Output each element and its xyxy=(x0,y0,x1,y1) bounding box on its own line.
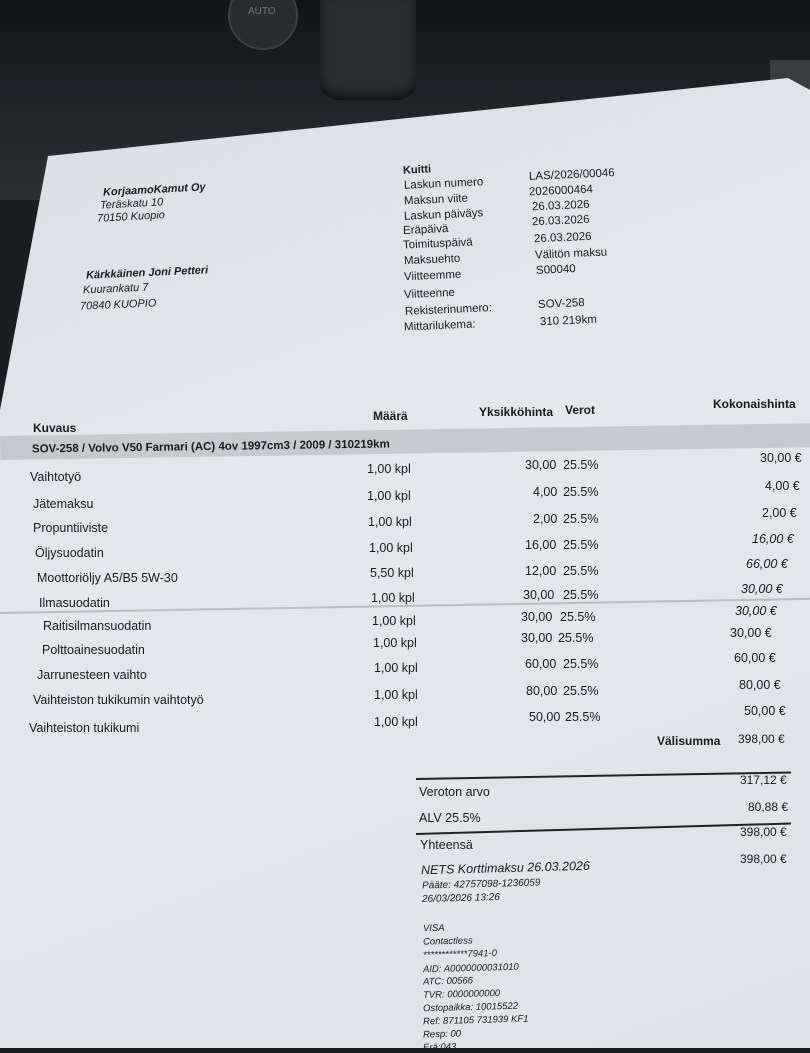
item-unit-price: 50,00 xyxy=(529,710,561,724)
payment-datetime: 26/03/2026 13:26 xyxy=(421,891,500,906)
meta-value: 26.03.2026 xyxy=(531,213,590,229)
item-total: 66,00 € xyxy=(746,557,788,571)
header-total: Kokonaishinta xyxy=(713,397,796,411)
item-quantity: 1,00 kpl xyxy=(373,636,417,650)
item-tax: 25.5% xyxy=(560,610,596,624)
meta-value: 310 219km xyxy=(539,313,598,329)
meta-value: S00040 xyxy=(535,263,576,277)
item-quantity: 5,50 kpl xyxy=(370,566,414,580)
item-description: Jarrunesteen vaihto xyxy=(37,668,147,682)
item-unit-price: 30,00 xyxy=(525,458,557,472)
payment-detail-line: VISA xyxy=(422,922,445,935)
receipt-title: Kuitti xyxy=(402,163,432,177)
header-description: Kuvaus xyxy=(33,421,77,435)
item-description: Vaihtotyö xyxy=(30,470,82,484)
company-street: Teräskatu 10 xyxy=(99,196,164,212)
payment-detail-line: AID: A0000000031010 xyxy=(422,961,519,975)
meta-label: Maksun viite xyxy=(403,192,469,208)
item-description: Jätemaksu xyxy=(33,497,94,511)
item-tax: 25.5% xyxy=(563,485,599,499)
center-console xyxy=(320,0,416,100)
item-description: Öljysuodatin xyxy=(35,546,104,560)
vat-value: 80,88 € xyxy=(748,800,789,814)
item-tax: 25.5% xyxy=(563,588,599,602)
item-total: 30,00 € xyxy=(760,451,802,465)
meta-value: 2026000464 xyxy=(528,183,594,199)
item-total: 30,00 € xyxy=(741,582,783,596)
header-tax: Verot xyxy=(565,403,596,417)
item-description: Polttoainesuodatin xyxy=(42,643,145,657)
meta-value: LAS/2026/00046 xyxy=(528,167,615,183)
item-description: Vaihteiston tukikumin vaihtotyö xyxy=(33,693,204,707)
item-unit-price: 80,00 xyxy=(526,684,558,698)
meta-value: Välitön maksu xyxy=(534,246,608,262)
net-label: Veroton arvo xyxy=(419,785,490,799)
payment-terminal: Pääte: 42757098-1236059 xyxy=(421,877,541,892)
subtotal-label: Välisumma xyxy=(657,734,721,748)
dashboard-knob xyxy=(228,0,298,50)
vehicle-row: SOV-258 / Volvo V50 Farmari (AC) 4ov 1997cm3 / 2009 / 310219km xyxy=(31,438,390,456)
item-unit-price: 2,00 xyxy=(533,512,558,526)
meta-value: 26.03.2026 xyxy=(531,198,590,214)
payment-detail-line: Contactless xyxy=(422,935,473,948)
item-total: 4,00 € xyxy=(765,479,800,493)
payment-detail-line: Ostopaikka: 10015522 xyxy=(422,1000,519,1015)
item-description: Propuntiiviste xyxy=(33,521,109,535)
item-quantity: 1,00 kpl xyxy=(369,541,413,555)
item-quantity: 1,00 kpl xyxy=(371,591,415,605)
meta-label: Toimituspäivä xyxy=(402,236,473,252)
subtotal-value: 398,00 € xyxy=(738,732,785,746)
customer-street: Kuurankatu 7 xyxy=(82,281,149,297)
knob-label: AUTO xyxy=(248,6,276,17)
vat-label: ALV 25.5% xyxy=(419,811,481,825)
item-description: Raitisilmansuodatin xyxy=(43,619,152,633)
total-label: Yhteensä xyxy=(420,838,473,852)
payment-detail-line: ATC: 00566 xyxy=(422,975,474,988)
item-tax: 25.5% xyxy=(563,657,599,671)
item-total: 60,00 € xyxy=(734,651,776,665)
payment-title: NETS Korttimaksu 26.03.2026 xyxy=(420,858,590,878)
item-tax: 25.5% xyxy=(563,512,599,526)
item-unit-price: 16,00 xyxy=(525,538,557,552)
meta-label: Eräpäivä xyxy=(402,223,449,237)
item-tax: 25.5% xyxy=(563,684,599,698)
item-quantity: 1,00 kpl xyxy=(374,661,418,675)
item-tax: 25.5% xyxy=(563,564,599,578)
item-unit-price: 4,00 xyxy=(533,485,558,499)
header-unit-price: Yksikköhinta xyxy=(479,405,554,419)
meta-label: Rekisterinumero: xyxy=(404,302,493,318)
item-unit-price: 12,00 xyxy=(525,564,557,578)
item-tax: 25.5% xyxy=(565,710,601,724)
item-description: Moottoriöljy A5/B5 5W-30 xyxy=(37,571,178,585)
item-total: 2,00 € xyxy=(762,506,797,520)
payment-detail-line: Ref: 871105 731939 KF1 xyxy=(422,1014,529,1028)
meta-label: Laskun päiväys xyxy=(403,207,484,223)
item-unit-price: 30,00 xyxy=(521,610,553,624)
item-description: Ilmasuodatin xyxy=(39,596,110,610)
item-total: 80,00 € xyxy=(739,678,781,692)
payment-detail-line: ************7941-0 xyxy=(422,948,498,962)
net-value: 317,12 € xyxy=(740,773,787,787)
meta-label: Laskun numero xyxy=(403,176,484,192)
item-total: 50,00 € xyxy=(744,704,786,718)
item-tax: 25.5% xyxy=(563,458,599,472)
item-tax: 25.5% xyxy=(558,631,594,645)
header-quantity: Määrä xyxy=(373,409,408,423)
meta-value: SOV-258 xyxy=(537,296,585,312)
item-total: 30,00 € xyxy=(730,626,772,640)
item-unit-price: 30,00 xyxy=(523,588,555,602)
item-quantity: 1,00 kpl xyxy=(367,462,411,476)
item-quantity: 1,00 kpl xyxy=(368,515,412,529)
payment-amount: 398,00 € xyxy=(740,852,787,866)
item-description: Vaihteiston tukikumi xyxy=(29,721,140,735)
item-quantity: 1,00 kpl xyxy=(372,614,416,628)
meta-label: Viitteenne xyxy=(403,286,456,302)
item-quantity: 1,00 kpl xyxy=(374,688,418,702)
item-total: 30,00 € xyxy=(735,604,777,618)
total-value: 398,00 € xyxy=(740,825,787,839)
payment-detail-line: Resp: 00 xyxy=(422,1028,462,1041)
customer-city: 70840 KUOPIO xyxy=(79,297,157,313)
payment-detail-line: TVR: 0000000000 xyxy=(422,987,501,1002)
item-quantity: 1,00 kpl xyxy=(374,715,418,729)
meta-label: Mittarilukema: xyxy=(403,318,476,334)
item-total: 16,00 € xyxy=(752,532,794,546)
meta-label: Maksuehto xyxy=(403,252,461,268)
item-quantity: 1,00 kpl xyxy=(367,489,411,503)
company-name: KorjaamoKamut Oy xyxy=(102,181,206,199)
payment-detail-line: Erä:043 xyxy=(422,1041,457,1053)
meta-label: Viitteemme xyxy=(403,268,462,284)
customer-name: Kärkkäinen Joni Petteri xyxy=(85,264,209,282)
company-city: 70150 Kuopio xyxy=(96,209,166,225)
meta-value: 26.03.2026 xyxy=(533,230,592,246)
item-tax: 25.5% xyxy=(563,538,599,552)
item-unit-price: 60,00 xyxy=(525,657,557,671)
item-unit-price: 30,00 xyxy=(521,631,553,645)
